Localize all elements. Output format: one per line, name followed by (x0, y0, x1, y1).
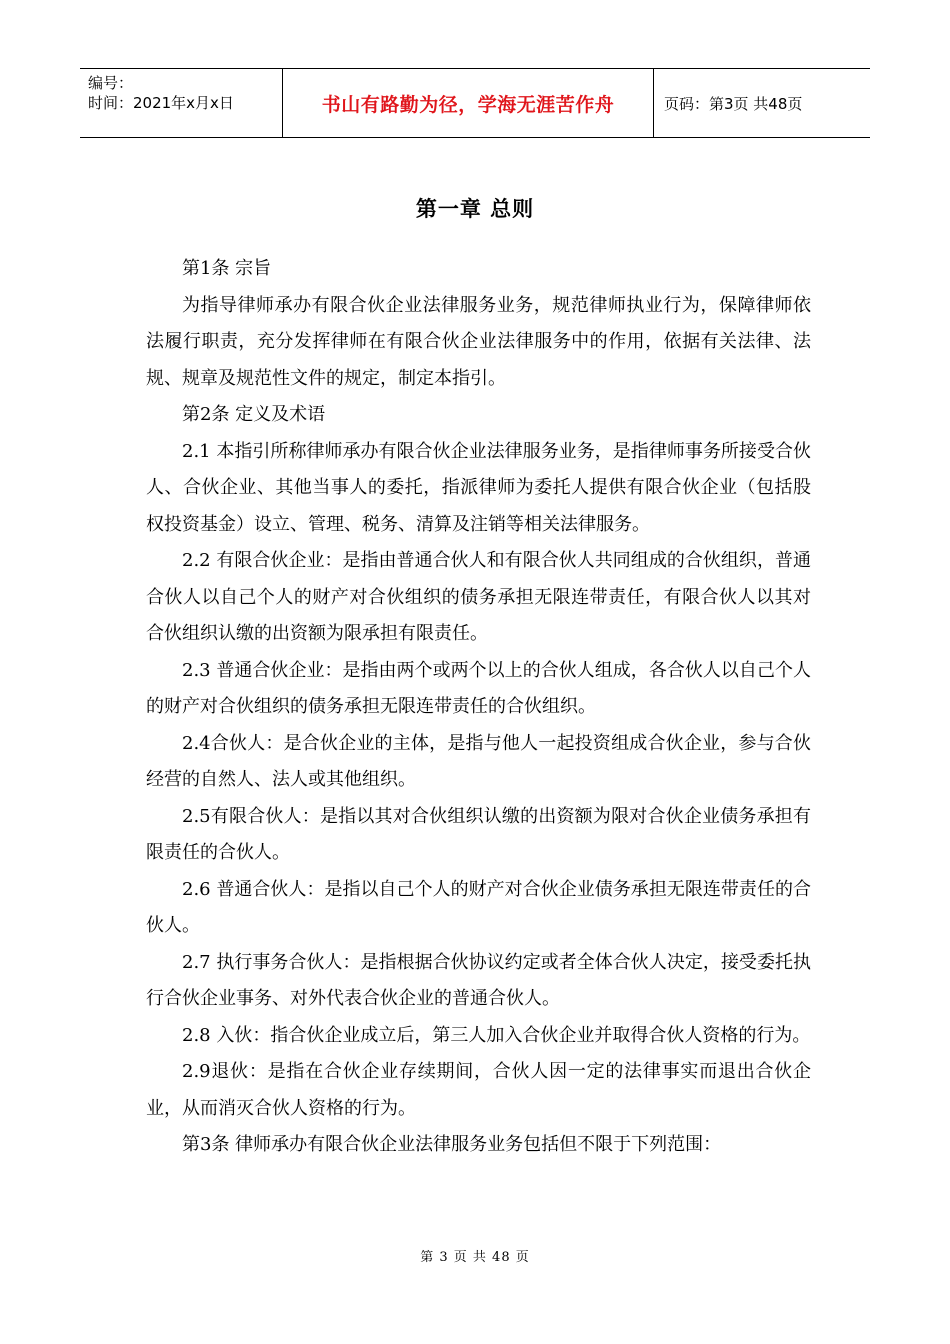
document-date: 时间：2021年x月x日 (88, 94, 234, 112)
paragraph: 2.6 普通合伙人：是指以自己个人的财产对合伙企业债务承担无限连带责任的合伙人。 (146, 878, 811, 936)
paragraph: 2.7 执行事务合伙人：是指根据合伙协议约定或者全体合伙人决定，接受委托执行合伙企业事务、对外代表合伙企业的普通合伙人。 (146, 951, 811, 1009)
paragraph: 2.1 本指引所称律师承办有限合伙企业法律服务业务，是指律师事务所接受合伙人、合伙企业、其他当事人的委托，指派律师为委托人提供有限合伙企业（包括股权投资基金）设立、管理、税务、清算及注销等相关法律服务。 (146, 440, 811, 535)
article-heading: 第3条 律师承办有限合伙企业法律服务业务包括但不限于下列范围： (182, 1134, 722, 1155)
paragraph: 2.9退伙：是指在合伙企业存续期间，合伙人因一定的法律事实而退出合伙企业，从而消灭合伙人资格的行为。 (146, 1061, 811, 1119)
header-motto: 书山有路勤为径，学海无涯苦作舟 (282, 69, 654, 137)
page-footer: 第 3 页 共 48 页 (420, 1250, 530, 1265)
article-heading: 第1条 宗旨 (182, 258, 272, 279)
paragraph: 2.2 有限合伙企业：是指由普通合伙人和有限合伙人共同组成的合伙组织，普通合伙人以自己个人的财产对合伙组织的债务承担无限连带责任，有限合伙人以其对合伙组织认缴的出资额为限承担有限责任。 (146, 550, 811, 644)
chapter-title: 第一章 总则 (415, 197, 535, 221)
article-heading: 第2条 定义及术语 (182, 404, 326, 425)
header-page-number: 页码：第3页 共48页 (664, 94, 803, 113)
paragraph: 为指导律师承办有限合伙企业法律服务业务，规范律师执业行为，保障律师依法履行职责，充分发挥律师在有限合伙企业法律服务中的作用，依据有关法律、法规、规章及规范性文件的规定，制定本指引。 (146, 294, 811, 389)
document-body (146, 251, 811, 1164)
paragraph: 2.5有限合伙人：是指以其对合伙组织认缴的出资额为限对合伙企业债务承担有限责任的合伙人。 (146, 805, 811, 863)
paragraph: 2.8 入伙：指合伙企业成立后，第三人加入合伙企业并取得合伙人资格的行为。 (182, 1024, 811, 1046)
paragraph: 2.3 普通合伙企业：是指由两个或两个以上的合伙人组成，各合伙人以自己个人的财产对合伙组织的债务承担无限连带责任的合伙组织。 (146, 659, 811, 717)
header-meta (80, 69, 282, 137)
page-header (80, 68, 870, 138)
paragraph: 2.4合伙人：是合伙企业的主体，是指与他人一起投资组成合伙企业，参与合伙经营的自然人、法人或其他组织。 (146, 732, 811, 790)
document-number-label: 编号： (88, 74, 134, 92)
